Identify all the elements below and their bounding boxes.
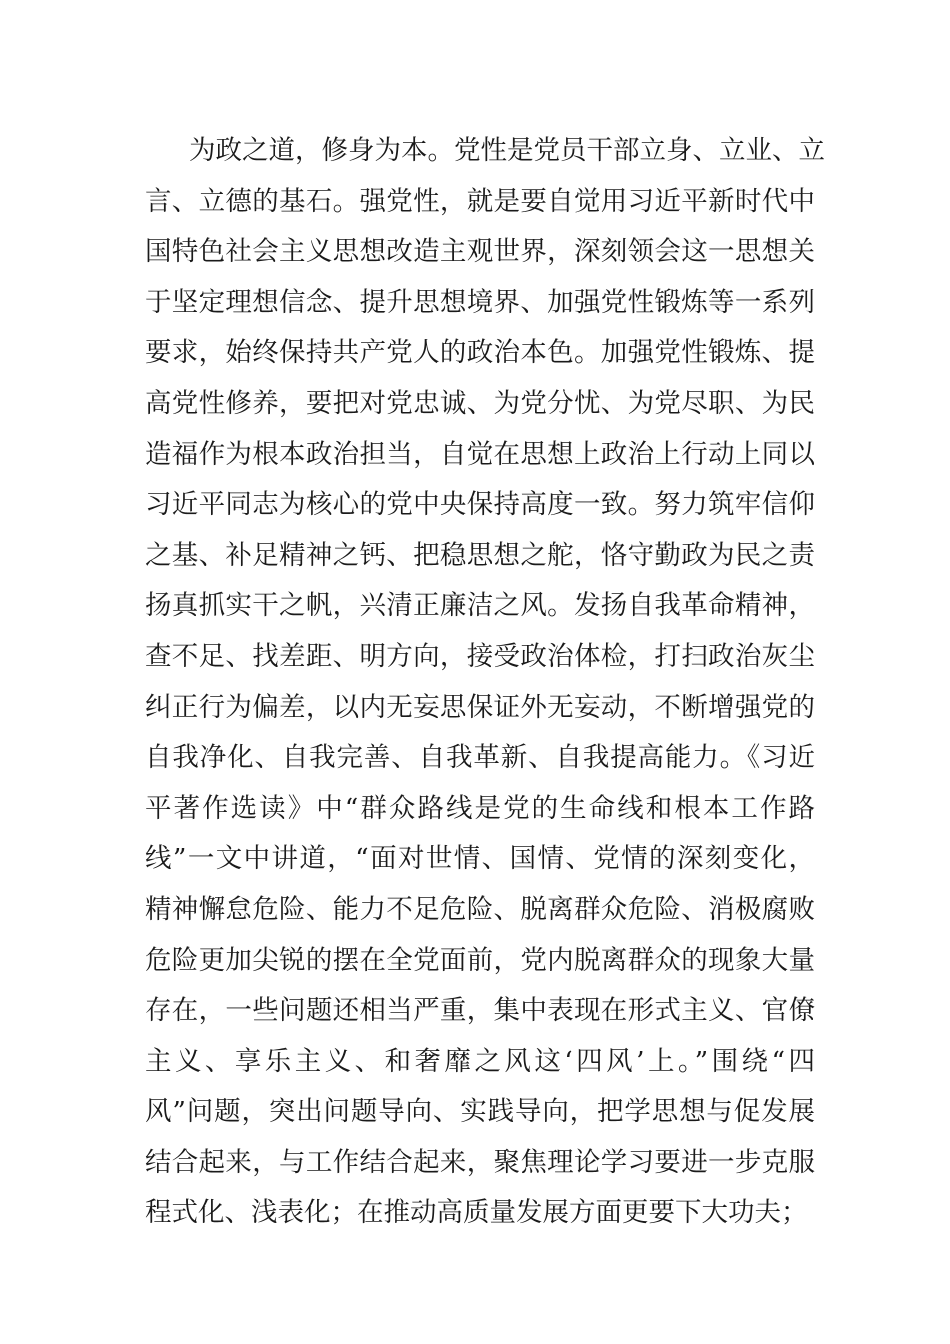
- text-line: 主义、享乐主义、和奢靡之风这‘四风’上。”围绕“四: [145, 1045, 815, 1077]
- text-line: 于坚定理想信念、提升思想境界、加强党性锻炼等一系列: [145, 286, 815, 318]
- text-line: 风”问题，突出问题导向、实践导向，把学思想与促发展: [145, 1096, 815, 1128]
- text-line: 精神懈怠危险、能力不足危险、脱离群众危险、消极腐败: [145, 893, 815, 925]
- text-line: 言、立德的基石。强党性，就是要自觉用习近平新时代中: [145, 185, 815, 217]
- text-line: 线”一文中讲道，“面对世情、国情、党情的深刻变化，: [145, 843, 815, 875]
- text-line: 为政之道，修身为本。党性是党员干部立身、立业、立: [189, 135, 825, 166]
- text-line: 纠正行为偏差，以内无妄思保证外无妄动，不断增强党的: [145, 691, 815, 723]
- text-line: 自我净化、自我完善、自我革新、自我提高能力。《习近: [145, 742, 815, 774]
- text-line: 高党性修养，要把对党忠诚、为党分忧、为党尽职、为民: [145, 387, 815, 419]
- text-line: 程式化、浅表化；在推动高质量发展方面更要下大功夫；: [145, 1197, 808, 1229]
- text-line: 要求，始终保持共产党人的政治本色。加强党性锻炼、提: [145, 337, 815, 369]
- text-line: 危险更加尖锐的摆在全党面前，党内脱离群众的现象大量: [145, 944, 815, 976]
- text-line: 查不足、找差距、明方向，接受政治体检，打扫政治灰尘: [145, 640, 815, 672]
- text-line: 习近平同志为核心的党中央保持高度一致。努力筑牢信仰: [145, 489, 815, 521]
- text-line: 存在，一些问题还相当严重，集中表现在形式主义、官僚: [145, 995, 815, 1027]
- text-line: 结合起来，与工作结合起来，聚焦理论学习要进一步克服: [145, 1146, 815, 1178]
- text-line: 扬真抓实干之帆，兴清正廉洁之风。发扬自我革命精神，: [145, 590, 815, 622]
- text-line: 平著作选读》中“群众路线是党的生命线和根本工作路: [145, 792, 815, 824]
- body-paragraph: [145, 126, 825, 1239]
- text-line: 国特色社会主义思想改造主观世界，深刻领会这一思想关: [145, 236, 815, 268]
- text-line: 之基、补足精神之钙、把稳思想之舵，恪守勤政为民之责: [145, 539, 815, 571]
- text-line: 造福作为根本政治担当，自觉在思想上政治上行动上同以: [145, 438, 815, 470]
